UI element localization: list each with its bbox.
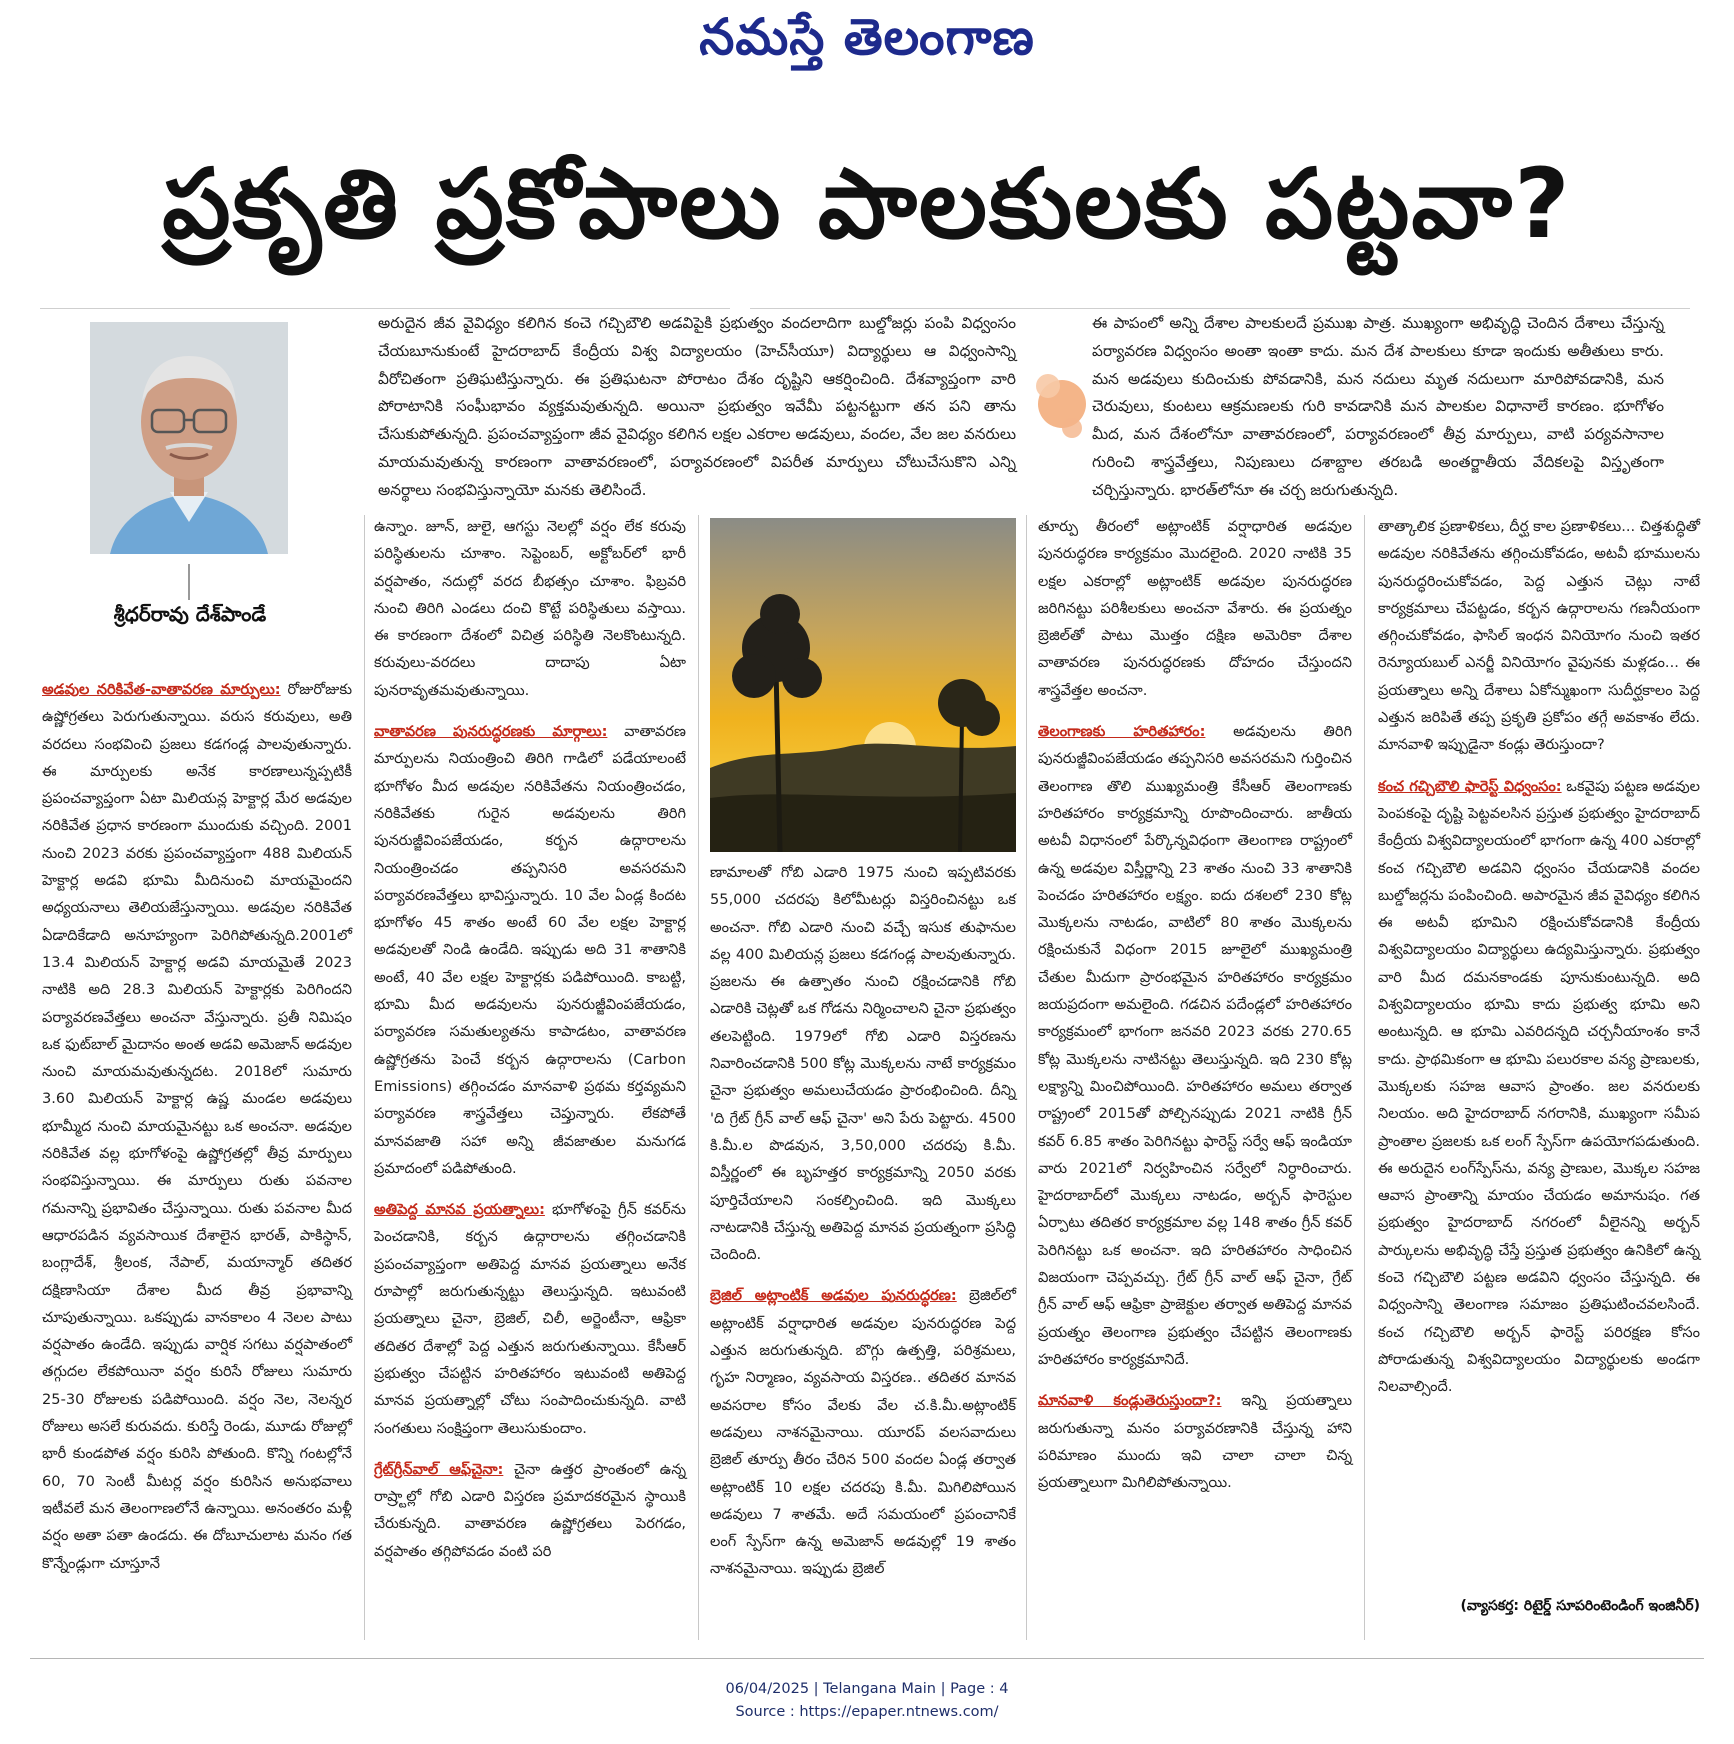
subheading-deforestation: అడవుల నరికివేత-వాతావరణ మార్పులు: bbox=[42, 681, 281, 698]
paragraph-text: ఇన్ని ప్రయత్నాలు జరుగుతున్నా మనం పర్యావరణానికి చేస్తున్న హాని పరిమాణం ముందు ఇవి చాలా చాలా చిన్న ప్రయత్నాలుగా మిగిలిపోతున్నాయి. bbox=[1038, 1392, 1352, 1492]
header-divider-left bbox=[40, 308, 730, 309]
paragraph-text: అడవులను తిరిగి పునరుజ్జీవింపజేయడం తప్పనిసరి అవసరమని గుర్తించిన తెలంగాణ తొలి ముఖ్యమంత్రి కేసీఆర్ తెలంగాణకు హరితహారం కార్యక్రమాన్ని రూపొందించారు. జాతీయ అటవీ విధానంలో పేర్కొన్నవిధంగా తెలంగాణ రాష్ట్రంలో ఉన్న అడవుల విస్తీర్ణాన్ని 23 శాతం నుంచి 33 శాతానికి పెంచడం హరితహారం లక్ష్యం. ఐదు దశలలో 230 కోట్ల మొక్కలను నాటడం, వాటిలో 80 శాతం మొక్కలను రక్షించుకునే విధంగా 2015 జూలైలో ముఖ్యమంత్రి చేతుల మీదుగా ప్రారంభమైన హరితహారం కార్యక్రమం జయప్రదంగా అమలైంది. గడచిన పదేండ్లలో హరితహారం కార్యక్రమంలో భాగంగా జనవరి 2023 వరకు 270.65 కోట్ల మొక్కలను నాటినట్టు తెలుస్తున్నది. ఇది 230 కోట్ల లక్ష్యాన్ని మించిపోయింది. హరితహారం అమలు తర్వాత రాష్ట్రంలో 2015తో పోల్చినప్పుడు 2021 నాటికి గ్రీన్ కవర్ 6.85 శాతం పెరిగినట్టు ఫారెస్ట్ సర్వే ఆఫ్ ఇండియా వారు 2021లో నిర్వహించిన సర్వేలో నిర్ధారించారు. హైదరాబాద్‌లో మొక్కలు నాటడం, అర్బన్ ఫారెస్టుల ఏర్పాటు తదితర కార్యక్రమాల వల్ల 148 శాతం గ్రీన్ కవర్ పెరిగినట్టు ఒక అంచనా. ఇది హరితహారం సాధించిన విజయంగా చెప్పవచ్చు. గ్రేట్ గ్రీన్ వాల్ ఆఫ్ చైనా, గ్రేట్ గ్రీన్ వాల్ ఆఫ్ ఆఫ్రికా ప్రాజెక్టుల తర్వాత అతిపెద్ద మానవ ప్రయత్నం తెలంగాణ ప్రభుత్వం చేపట్టిన తెలంగాణకు హరితహారం కార్యక్రమానిదే. bbox=[1038, 723, 1352, 1368]
col3-paragraph bbox=[710, 859, 1016, 1268]
col2-paragraph bbox=[374, 513, 686, 704]
col4-paragraph bbox=[1038, 513, 1352, 704]
footer-edition-info: 06/04/2025 | Telangana Main | Page : 4 bbox=[725, 1681, 1009, 1697]
author-designation: (వ్యాసకర్త: రిటైర్డ్ సూపరింటెండింగ్ ఇంజినీర్) bbox=[1460, 1598, 1700, 1614]
subheading-brazil-forests: బ్రెజిల్ అట్లాంటిక్ అడవుల పునరుద్ధరణ: bbox=[710, 1287, 957, 1305]
subheading-will-humanity-wake: మానవాళి కండ్లుతెరుస్తుందా?: bbox=[1038, 1392, 1222, 1410]
author-portrait-image bbox=[90, 322, 288, 554]
intro-paragraph-right: ఈ పాపంలో అన్ని దేశాల పాలకులదే ప్రముఖ పాత్ర. ముఖ్యంగా అభివృద్ధి చెందిన దేశాలు చేస్తున్న పర్యావరణ విధ్వంసం అంతా ఇంతా కాదు. మన దేశ పాలకులు కూడా ఇందుకు అతీతులు కారు. మన అడవులు కుదించుకు పోవడానికి, మన నదులు మృత నదులుగా మారిపోవడానికి, మన చెరువులు, కుంటలు ఆక్రమణలకు గురి కావడానికి మన పాలకుల విధానాలే కారణం. భూగోళం మీద, మన దేశంలోనూ వాతావరణంలో, పర్యావరణంలో తీవ్ర మార్పులు, వాటి పర్యవసానాల గురించి శాస్త్రవేత్తలు, నిపుణులు దశాబ్దాల తరబడి అంతర్జాతీయ వేదికలపై విస్తృతంగా చర్చిస్తున్నారు. భారత్‌లోనూ ఈ చర్చ జరుగుతున్నది. bbox=[1092, 314, 1664, 499]
paragraph-text: తూర్పు తీరంలో అట్లాంటిక్ వర్షాధారిత అడవుల పునరుద్ధరణ కార్యక్రమం మొదలైంది. 2020 నాటికి 35 లక్షల ఎకరాల్లో అట్లాంటిక్ అడవుల పునరుద్ధరణ జరిగినట్టు పరిశీలకులు అంచనా వేశారు. ఈ ప్రయత్నం బ్రెజిల్‌తో పాటు మొత్తం దక్షిణ అమెరికా దేశాల వాతావరణ పునరుద్ధరణకు దోహదం చేస్తుందని శాస్త్రవేత్తల అంచనా. bbox=[1038, 518, 1352, 699]
column-4 bbox=[1038, 513, 1352, 1510]
col2-paragraph bbox=[374, 1196, 686, 1442]
headline: ప్రకృతి ప్రకోపాలు పాలకులకు పట్టవా? bbox=[162, 148, 1572, 260]
col4-paragraph bbox=[1038, 1387, 1352, 1496]
subheading-human-efforts: అతిపెద్ద మానవ ప్రయత్నాలు: bbox=[374, 1201, 545, 1219]
paragraph-text: ఒకవైపు పట్టణ అడవుల పెంపకంపై దృష్టి పెట్టవలసిన ప్రస్తుత ప్రభుత్వం హైదరాబాద్ కేంద్రీయ విశ్వవిద్యాలయంలో భాగంగా ఉన్న 400 ఎకరాల్లో కంచ గచ్చిబౌలి అడవిని ధ్వంసం చేయడానికి వందల బుల్డోజర్లను పంపించింది. అపారమైన జీవ వైవిధ్యం కలిగిన ఈ అటవీ భూమిని రక్షించుకోవడానికి కేంద్రీయ విశ్వవిద్యాలయం విద్యార్థులు ఉద్యమిస్తున్నారు. ప్రభుత్వం వారి మీద దమనకాండకు పూనుకుంటున్నది. అది విశ్వవిద్యాలయం భూమి కాదు ప్రభుత్వ భూమి అని అంటున్నది. ఆ భూమి ఎవరిదన్నది చర్చనీయాంశం కానే కాదు. ప్రాథమికంగా ఆ భూమి పలురకాల వన్య ప్రాణులకు, మొక్కలకు సహజ ఆవాస ప్రాంతం. జల వనరులకు నిలయం. అది హైదరాబాద్ నగరానికి, ముఖ్యంగా సమీప ప్రాంతాల ప్రజలకు ఒక లంగ్ స్పేస్‌గా ఉపయోగపడుతుంది. ఈ అరుదైన లంగ్‌స్పేస్‌ను, వన్య ప్రాణుల, మొక్కల సహజ ఆవాస ప్రాంతాన్ని మాయం చేయడం అమానుషం. గత ప్రభుత్వం హైదరాబాద్ నగరంలో వీలైనన్ని అర్బన్ పార్కులను అభివృద్ధి చేస్తే ప్రస్తుత ప్రభుత్వం ఉనికిలో ఉన్న కంచె గచ్చిబౌలి పట్టణ అడవిని ధ్వంసం చేస్తున్నది. ఈ విధ్వంసాన్ని తెలంగాణ సమాజం ప్రతిఘటించవలసిందే. కంచ గచ్చిబౌలి అర్బన్ ఫారెస్ట్ పరిరక్షణ కోసం పోరాడుతున్న విశ్వవిద్యాలయం విద్యార్థులకు అండగా నిలవాల్సిందే. bbox=[1378, 777, 1700, 1396]
col2-paragraph bbox=[374, 718, 686, 1182]
col5-paragraph bbox=[1378, 513, 1700, 759]
column-1 bbox=[42, 676, 352, 1591]
subheading-kancha-gachibowli: కంచ గచ్చిబౌలి ఫారెస్ట్ విధ్వంసం: bbox=[1378, 777, 1562, 795]
decorative-quote-icon bbox=[1028, 364, 1088, 448]
paragraph-text: బ్రెజిల్‌లో అట్లాంటిక్ వర్షాధారిత అడవుల పునరుద్ధరణ పెద్ద ఎత్తున జరుగుతున్నది. బొగ్గు ఉత్పత్తి, పరిశ్రమలు, గృహ నిర్మాణం, వ్యవసాయ విస్తరణ.. తదితర మానవ అవసరాల కోసం వేలకు వేల చ.కి.మీ.అట్లాంటిక్ అడవులు నాశనమైనాయి. యూరప్ వలసవాదులు బ్రెజిల్ తూర్పు తీరం చేరిన 500 వందల ఏండ్ల తర్వాత అట్లాంటిక్ 10 లక్షల చదరపు కి.మీ. మిగిలిపోయిన అడవులు 7 శాతమే. అదే సమయంలో ప్రపంచానికే లంగ్ స్పేస్‌గా ఉన్న అమెజాన్ అడవుల్లో 19 శాతం నాశనమైనాయి. ఇప్పుడు బ్రెజిల్ bbox=[710, 1287, 1016, 1578]
column-5 bbox=[1378, 513, 1700, 1415]
page-footer bbox=[0, 1678, 1734, 1724]
paragraph-text: ణామాలతో గోబి ఎడారి 1975 నుంచి ఇప్పటివరకు 55,000 చదరపు కిలోమీటర్లు విస్తరించినట్టు ఒక అంచనా. గోబి ఎడారి నుంచి వచ్చే ఇసుక తుఫానుల వల్ల 400 మిలియన్ల ప్రజలు కడగండ్ల పాలవుతున్నారు. ప్రజలను ఈ ఉత్పాతం నుంచి రక్షించడానికి గోబి ఎడారికి చెట్లతో ఒక గోడను నిర్మించాలని చైనా ప్రభుత్వం తలపెట్టింది. 1979లో గోబి ఎడారి విస్తరణను నివారించడానికి 500 కోట్ల మొక్కలను నాటే కార్యక్రమం చైనా ప్రభుత్వం అమలుచేయడం ప్రారంభించింది. దీన్ని 'ది గ్రేట్ గ్రీన్ వాల్ ఆఫ్ చైనా' అని పేరు పెట్టారు. 4500 కి.మీ.ల పొడవున, 3,50,000 చదరపు కి.మీ. విస్తీర్ణంలో ఈ బృహత్తర కార్యక్రమాన్ని 2050 వరకు పూర్తిచేయాలని సంకల్పించింది. ఇది మొక్కలు నాటడానికి చేస్తున్న అతిపెద్ద మానవ ప్రయత్నంగా ప్రసిద్ధి చెందింది. bbox=[710, 864, 1016, 1264]
header-divider-right bbox=[750, 308, 1690, 309]
sunset-image bbox=[710, 518, 1016, 852]
paragraph-text: చైనా ఉత్తర ప్రాంతంలో ఉన్న రాష్ర్టాల్లో గోబి ఎడారి విస్తరణ ప్రమాదకరమైన స్థాయికి చేరుకున్నది. వాతావరణ ఉష్ణోగ్రతలు పెరగడం, వర్షపాతం తగ్గిపోవడం వంటి పరి bbox=[374, 1460, 686, 1560]
subheading-haritha-haram: తెలంగాణకు హరితహారం: bbox=[1038, 723, 1206, 741]
column-divider-2 bbox=[698, 515, 699, 1640]
author-name: శ్రీధర్‌రావు దేశ్‌పాండే bbox=[113, 602, 267, 626]
paragraph-text: భూగోళంపై గ్రీన్ కవర్‌ను పెంచడానికి, కర్బన ఉద్గారాలను తగ్గించడానికి ప్రపంచవ్యాప్తంగా అతిపెద్ద మానవ ప్రయత్నాలు అనేక రూపాల్లో జరుగుతున్నట్టు తెలుస్తున్నది. ఇటువంటి ప్రయత్నాలు చైనా, బ్రెజిల్, చిలీ, అర్జెంటీనా, ఆఫ్రికా తదితర దేశాల్లో పెద్ద ఎత్తున జరుగుతున్నాయి. కేసీఆర్ ప్రభుత్వం చేపట్టిన హరితహారం ఇటువంటి అతిపెద్ద మానవ ప్రయత్నాల్లో చోటు సంపాదించుకున్నది. వాటి సంగతులు సంక్షిప్తంగా తెలుసుకుందాం. bbox=[374, 1201, 686, 1437]
col3-paragraph bbox=[710, 1282, 1016, 1582]
author-photo bbox=[90, 322, 288, 554]
footer-source-link[interactable]: Source : https://epaper.ntnews.com/ bbox=[735, 1704, 999, 1720]
paragraph-text: ఉన్నాం. జూన్, జులై, ఆగస్టు నెలల్లో వర్షం లేక కరువు పరిస్థితులను చూశాం. సెప్టెంబర్, అక్టోబర్‌లో భారీ వర్షపాతం, నదుల్లో వరద బీభత్సం చూశాం. ఫిబ్రవరి నుంచి తిరిగి ఎండలు దంచి కొట్టే పరిస్థితులు వస్తాయి. ఈ కారణంగా దేశంలో విచిత్ర పరిస్థితి నెలకొంటున్నది. కరువులు-వరదలు దాదాపు ఏటా పునరావృతమవుతున్నాయి. bbox=[374, 518, 686, 699]
column-divider-4 bbox=[1364, 515, 1365, 1640]
col2-paragraph bbox=[374, 1456, 686, 1565]
sunset-forest-photo bbox=[710, 518, 1016, 852]
column-divider-1 bbox=[364, 515, 365, 1640]
paragraph-text: రోజురోజుకు ఉష్ణోగ్రతలు పెరుగుతున్నాయి. వరుస కరువులు, అతి వరదలు సంభవించి ప్రజలు కడగండ్ల పాలవుతున్నారు. ఈ మార్పులకు అనేక కారణాలున్నప్పటికీ ప్రపంచవ్యాప్తంగా ఏటా మిలియన్ల హెక్టార్ల మేర అడవుల నరికివేత ప్రధాన కారణంగా ముందుకు వచ్చింది. 2001 నుంచి 2023 వరకు ప్రపంచవ్యాప్తంగా 488 మిలియన్ హెక్టార్ల అడవి భూమి మీదినుంచి మాయమైందని అధ్యయనాలు తెలియజేస్తున్నాయి. అడవుల నరికివేత ఏడాదికేడాది అనూహ్యంగా పెరిగిపోతున్నది.2001లో 13.4 మిలియన్ హెక్టార్ల అడవి మాయమైతే 2023 నాటికి అది 28.3 మిలియన్ హెక్టార్లకు పెరిగిందని పర్యావరణవేత్తలు అంచనా వేస్తున్నారు. ప్రతీ నిమిషం ఒక ఫుట్‌బాల్ మైదానం అంత అడవి అమెజాన్ అడవుల నుంచి మాయమవుతున్నదట. 2018లో సుమారు 3.60 మిలియన్ హెక్టార్ల ఉష్ణ మండల అడవులు భూమ్మీద నుంచి మాయమైనట్టు ఒక అంచనా. అడవుల నరికివేత వల్ల భూగోళంపై ఉష్ణోగ్రతల్లో తీవ్ర మార్పులు సంభవిస్తున్నాయి. ఈ మార్పులు రుతు పవనాల గమనాన్ని ప్రభావితం చేస్తున్నాయి. రుతు పవనాల మీద ఆధారపడిన వ్యవసాయిక దేశాలైన భారత్, పాకిస్థాన్, బంగ్లాదేశ్, శ్రీలంక, నేపాల్, మయాన్మార్ తదితర దక్షిణాసియా దేశాల మీద తీవ్ర ప్రభావాన్ని చూపుతున్నాయి. ఒకప్పుడు వానకాలం 4 నెలల పాటు వర్షపాతం ఉండేది. ఇప్పుడు వార్షిక సగటు వర్షపాతంలో తగ్గుదల లేకపోయినా వర్షం కురిసే రోజులు సుమారు 25-30 రోజులకు పడిపోయింది. వర్షం నెల, నెలన్నర రోజులు అసలే కురువదు. కురిస్తే రెండు, మూడు రోజుల్లో భారీ కుండపోత వర్షం కురిసి పోతుంది. కొన్ని గంటల్లోనే 60, 70 సెంటీ మీటర్ల వర్షం కురిసిన అనుభవాలు ఇటీవలే మన తెలంగాణలోనే ఉన్నాయి. అనంతరం మళ్లీ వర్షం అతా పతా ఉండదు. ఈ దోబూచులాట మనం గత కొన్నేండ్లుగా చూస్తూనే bbox=[42, 681, 352, 1572]
col5-paragraph bbox=[1378, 773, 1700, 1401]
byline-divider bbox=[188, 564, 190, 600]
paragraph-text: వాతావరణ మార్పులను నియంత్రించి తిరిగి గాడిలో పడేయాలంటే భూగోళం మీద అడవుల నరికివేతను నియంత్రించడం, నరికివేతకు గురైన అడవులను తిరిగి పునరుజ్జీవింపజేయడం, కర్బన ఉద్గారాలను నియంత్రించడం తప్పనిసరి అవసరమని పర్యావరణవేత్తలు భావిస్తున్నారు. 10 వేల ఏండ్ల కిందట భూగోళం 45 శాతం అంటే 60 వేల లక్షల హెక్టార్ల అడవులతో నిండి ఉండేది. ఇప్పుడు అది 31 శాతానికి అంటే, 40 వేల లక్షల హెక్టార్లకు పడిపోయింది. కాబట్టి, భూమి మీద అడవులను పునరుజ్జీవింపజేయడం, పర్యావరణ సమతుల్యతను కాపాడటం, వాతావరణ ఉష్ణోగ్రతను పెంచే కర్బన ఉద్గారాలను (Carbon Emissions) తగ్గించడం మానవాళి ప్రథమ కర్తవ్యమని పర్యావరణ శాస్త్రవేత్తలు చెప్తున్నారు. లేకపోతే మానవజాతి సహా అన్ని జీవజాతుల మనుగడ ప్రమాదంలో పడిపోతుంది. bbox=[374, 723, 686, 1177]
paragraph-text: తాత్కాలిక ప్రణాళికలు, దీర్ఘ కాల ప్రణాళికలు... చిత్తశుద్ధితో అడవుల నరికివేతను తగ్గించుకోవడం, అటవీ భూములను పునరుద్ధరించుకోవడం, పెద్ద ఎత్తున చెట్లు నాటే కార్యక్రమాలు చేపట్టడం, కర్బన ఉద్గారాలను గణనీయంగా తగ్గించుకోవడం, ఫాసిల్ ఇంధన వినియోగం నుంచి ఇతర రెన్యూయబుల్ ఎనర్జీ వినియోగం వైపునకు మళ్లడం... ఈ ప్రయత్నాలు అన్ని దేశాలు ఏకోన్ముఖంగా సుదీర్ఘకాలం పెద్ద ఎత్తున జరిపితే తప్ప ప్రకృతి ప్రకోపం తగ్గే అవకాశం లేదు. మానవాళి ఇప్పుడైనా కండ్లు తెరుస్తుందా? bbox=[1378, 518, 1700, 754]
masthead-logo: నమస్తే తెలంగాణ bbox=[699, 8, 1035, 66]
subheading-climate-restoration: వాతావరణ పునరుద్ధరణకు మార్గాలు: bbox=[374, 723, 608, 741]
col4-paragraph bbox=[1038, 718, 1352, 1373]
column-3 bbox=[710, 859, 1016, 1597]
column-divider-3 bbox=[1026, 515, 1027, 1640]
column-2 bbox=[374, 513, 686, 1579]
col1-paragraph bbox=[42, 676, 352, 1577]
intro-paragraph-left: అరుదైన జీవ వైవిధ్యం కలిగిన కంచె గచ్చిబౌలి అడవిపైకి ప్రభుత్వం వందలాదిగా బుల్డోజర్లు పంపి విధ్వంసం చేయబూనుకుంటే హైదరాబాద్ కేంద్రీయ విశ్వ విద్యాలయం (హెచ్‌సీయూ) విద్యార్థులు ఆ విధ్వంసాన్ని వీరోచితంగా ప్రతిఘటిస్తున్నారు. ఈ ప్రతిఘటనా పోరాటం దేశం దృష్టిని ఆకర్షించింది. దేశవ్యాప్తంగా వారి పోరాటానికి సంఘీభావం వ్యక్తమవుతున్నది. అయినా ప్రభుత్వం ఇవేమీ పట్టనట్టుగా తన పని తాను చేసుకుపోతున్నది. ప్రపంచవ్యాప్తంగా జీవ వైవిధ్యం కలిగిన లక్షల ఎకరాల అడవులు, వందల, వేల జల వనరులు మాయమవుతున్న కారణంగా వాతావరణంలో, పర్యావరణంలో విపరీత మార్పులు చోటుచేసుకొని ఎన్ని అనర్థాలు సంభవిస్తున్నాయో మనకు తెలిసిందే. bbox=[378, 314, 1016, 499]
subheading-great-green-wall: గ్రేట్‌గ్రీన్‌వాల్ ఆఫ్‌చైనా: bbox=[374, 1460, 504, 1478]
footer-divider bbox=[30, 1658, 1704, 1659]
